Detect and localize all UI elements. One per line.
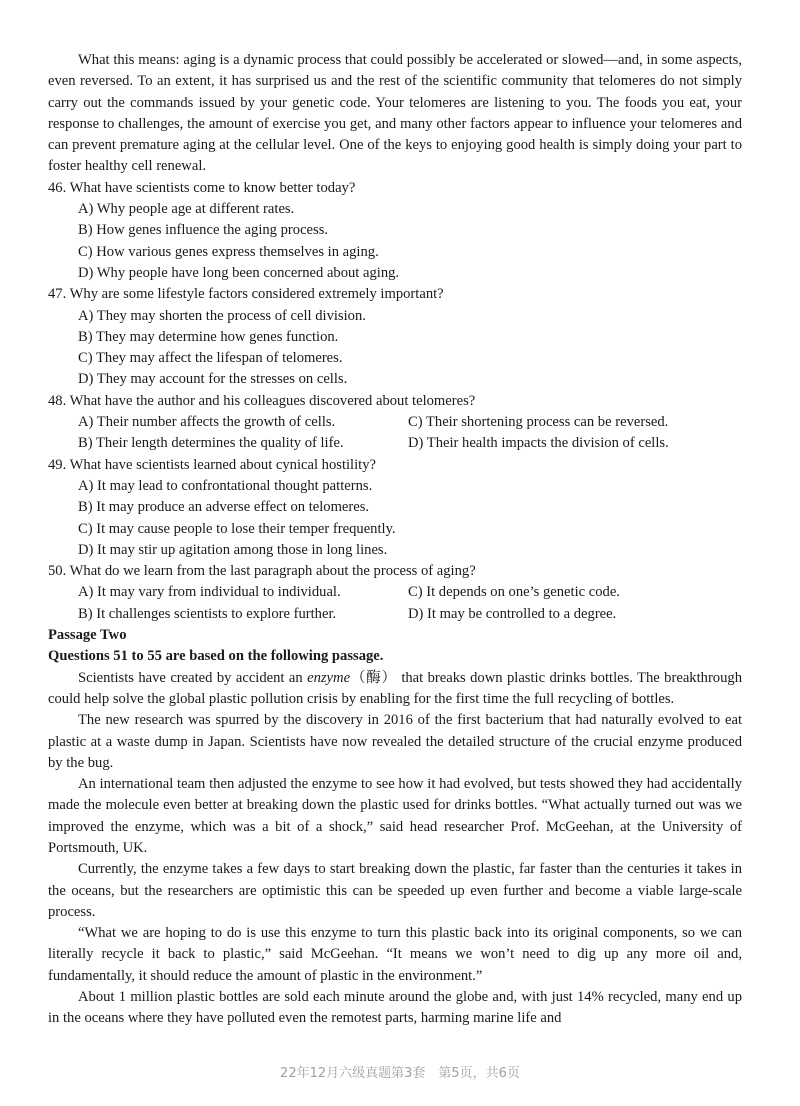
option-row (48, 604, 742, 625)
question-47 (48, 284, 742, 390)
question-48 (48, 391, 742, 455)
option-b: B) Their length determines the quality of life. (78, 435, 344, 452)
enzyme-term: enzyme (307, 669, 351, 686)
passage-paragraph-2: The new research was spurred by the discovery in 2016 of the first bacterium that had naturally evolved to eat plastic at a waste dump in Japan. Scientists have now revealed the detailed structure of the crucial enzyme produced by the bug. (48, 712, 742, 771)
question-stem: 50. What do we learn from the last paragraph about the process of aging? (48, 563, 476, 580)
passage-paragraph-3: An international team then adjusted the enzyme to see how it had evolved, but tests showed they had accidentally made the molecule even better at breaking down the plastic used for drinks bottles. “What actually turned out was we improved the enzyme, which was a bit of a shock,” said head researcher Prof. McGeehan, at the University of Portsmouth, UK. (48, 776, 742, 856)
option-d: D) It may be controlled to a degree. (408, 605, 617, 622)
option-d: D) It may stir up agitation among those in long lines. (78, 541, 388, 558)
option-a: A) It may lead to confrontational thought patterns. (78, 477, 373, 494)
option-b: B) How genes influence the aging process. (78, 222, 329, 239)
passage-paragraph-6: About 1 million plastic bottles are sold each minute around the globe and, with just 14% recycled, many end up in the oceans where they have polluted even the remotest parts, harming marine life and (48, 989, 742, 1027)
passage-paragraph-5: “What we are hoping to do is use this enzyme to turn this plastic back into its original components, so we can literally recycle it back to plastic,” said McGeehan. “It means we won’t need to dig up any more oil and, fundamentally, it should reduce the amount of plastic in the environment.” (48, 925, 742, 984)
question-stem: 47. Why are some lifestyle factors considered extremely important? (48, 286, 444, 303)
passage-paragraph-1 (48, 668, 742, 711)
question-46 (48, 178, 742, 284)
option-a: A) It may vary from individual to individual. (78, 584, 341, 601)
option-d: D) They may account for the stresses on cells. (78, 371, 348, 388)
passage-paragraph-4: Currently, the enzyme takes a few days to start breaking down the plastic, far faster than the centuries it takes in the oceans, but the researchers are optimistic this can be speeded up even further and become a viable large-scale process. (48, 861, 742, 920)
text-run: Scientists have created by accident an (78, 669, 308, 686)
option-row (48, 412, 742, 433)
option-row (48, 582, 742, 603)
question-stem: 49. What have scientists learned about cynical hostility? (48, 456, 376, 473)
chinese-gloss: （酶） (350, 669, 397, 686)
intro-paragraph: What this means: aging is a dynamic process that could possibly be accelerated or slowed—and, in some aspects, even reversed. To an extent, it has surprised us and the rest of the scientific community that telomeres do not simply carry out the commands issued by your genetic code. Your telomeres are listening to you. The foods you eat, your response to challenges, the amount of exercise you get, and many other factors appear to influence your telomeres and can prevent premature aging at the cellular level. One of the keys to enjoying good health is simply doing your part to foster healthy cell renewal. (48, 52, 742, 175)
option-a: A) They may shorten the process of cell division. (78, 307, 366, 324)
option-row (48, 433, 742, 454)
option-d: D) Their health impacts the division of cells. (408, 435, 669, 452)
page-footer: 22年12月六级真题第3套 第5页，共6页 (280, 1066, 520, 1081)
option-c: C) They may affect the lifespan of telomeres. (78, 350, 343, 367)
page-content (48, 50, 742, 1030)
option-a: A) Why people age at different rates. (78, 201, 295, 218)
question-50 (48, 561, 742, 625)
option-c: C) How various genes express themselves in aging. (78, 243, 379, 260)
passage-two-title: Passage Two (48, 627, 127, 644)
option-a: A) Their number affects the growth of cells. (78, 414, 336, 431)
question-stem: 48. What have the author and his colleagues discovered about telomeres? (48, 392, 476, 409)
option-b: B) They may determine how genes function. (78, 328, 339, 345)
question-49 (48, 455, 742, 561)
passage-two-instruction: Questions 51 to 55 are based on the following passage. (48, 648, 384, 665)
option-c: C) It may cause people to lose their temper frequently. (78, 520, 396, 537)
option-c: C) Their shortening process can be reversed. (408, 414, 669, 431)
option-b: B) It challenges scientists to explore further. (78, 605, 337, 622)
option-b: B) It may produce an adverse effect on telomeres. (78, 499, 370, 516)
text-run: that breaks down plastic drinks bottles. The breakthrough could help solve the global plastic pollution crisis by enabling for the first time the full recycling of bottles. (48, 669, 742, 707)
option-d: D) Why people have long been concerned about aging. (78, 264, 400, 281)
option-c: C) It depends on one’s genetic code. (408, 584, 620, 601)
question-stem: 46. What have scientists come to know better today? (48, 179, 356, 196)
